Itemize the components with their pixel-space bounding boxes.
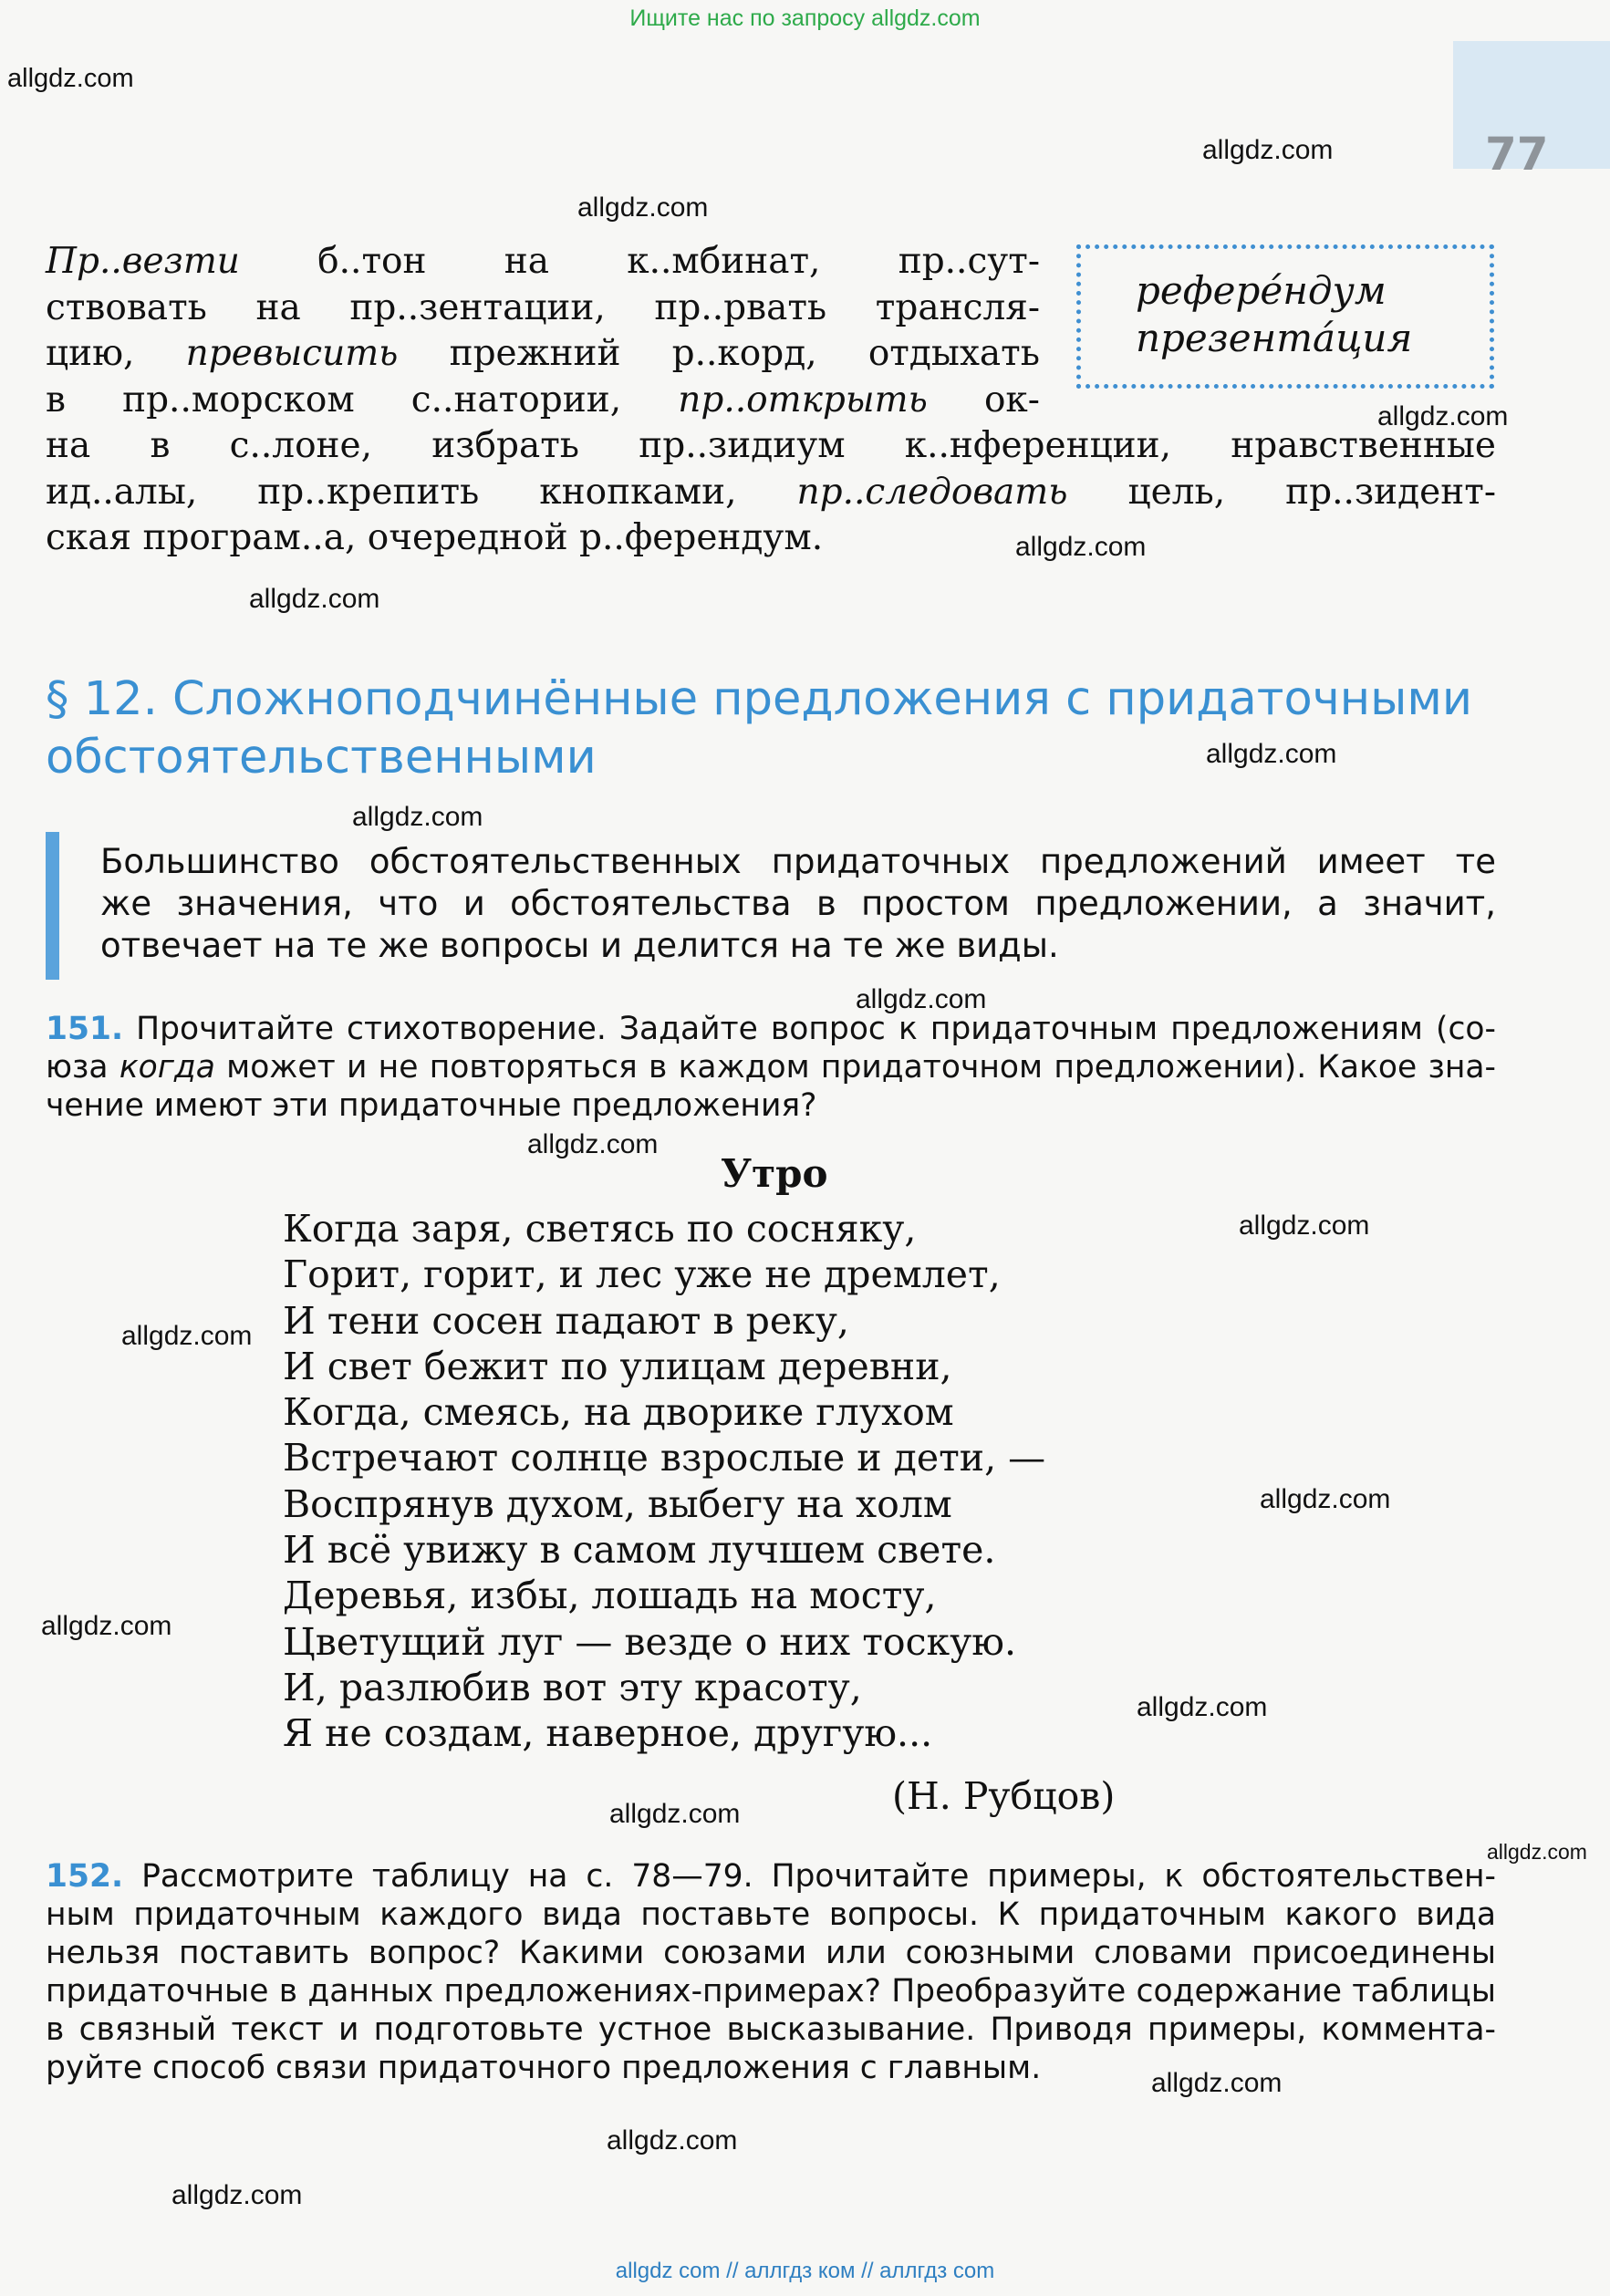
poem-line: И свет бежит по улицам деревни,: [283, 1344, 952, 1388]
dictionary-word: рефере́ндум: [1136, 268, 1387, 313]
text-run: на в с..лоне, избрать пр..зидиум к..нференции, нравственные: [46, 425, 1496, 466]
exercise-line: [46, 286, 1040, 332]
text-line: [46, 1086, 1496, 1125]
section-title: [46, 670, 1505, 787]
watermark: allgdz.com: [1206, 739, 1337, 769]
text-line: [46, 2049, 1496, 2087]
watermark: allgdz.com: [171, 2180, 303, 2210]
text-run: в пр..морском с..натории,: [46, 379, 679, 421]
rule-line: же значения, что и обстоятельства в простом предложении, а значит,: [100, 884, 1496, 923]
italic-word: пр..следовать: [796, 471, 1068, 513]
watermark: allgdz.com: [577, 192, 709, 223]
text-line: [46, 1896, 1496, 1934]
italic-word: Пр..везти: [46, 241, 240, 282]
rule-line: Большинство обстоятельственных придаточных предложений имеет те: [100, 842, 1496, 881]
watermark: allgdz.com: [609, 1799, 741, 1829]
rule-line: отвечает на те же вопросы и делится на те же виды.: [100, 926, 1059, 965]
text-run: Прочитайте стихотворение. Задайте вопрос к придаточным предложениям (со-: [123, 1011, 1496, 1047]
poem-line: Когда, смеясь, на дворике глухом: [283, 1390, 954, 1435]
watermark: allgdz.com: [41, 1611, 172, 1641]
poem-line: Цветущий луг — везде о них тоскую.: [283, 1619, 1017, 1664]
poem-line: Я не создам, наверное, другую...: [283, 1711, 933, 1756]
text-run: чение имеют эти придаточные предложения?: [46, 1087, 817, 1124]
text-run: б..тон на к..мбинат, пр..сут-: [239, 241, 1040, 282]
exercise-line: [46, 423, 1496, 470]
text-line: [46, 1048, 1496, 1086]
poem-author: (Н. Рубцов): [892, 1774, 1116, 1818]
task-number: 152.: [46, 1858, 124, 1895]
text-run: цию,: [46, 333, 186, 374]
watermark: allgdz.com: [121, 1321, 253, 1351]
task-151: [46, 1010, 1496, 1125]
poem-line: Деревья, избы, лошадь на мосту,: [283, 1574, 937, 1618]
watermark: allgdz.com: [1151, 2068, 1283, 2098]
text-line: [46, 1972, 1496, 2010]
text-run: нельзя поставить вопрос? Какими союзами или союзными словами присоединены: [46, 1935, 1496, 1971]
section-title-line: § 12. Сложноподчинённые предложения с придаточными: [46, 672, 1473, 726]
poem-line: И тени сосен падают в реку,: [283, 1298, 849, 1343]
text-run: в связный текст и подготовьте устное высказывание. Приводя примеры, коммента-: [46, 2011, 1496, 2048]
watermark: allgdz.com: [7, 64, 134, 93]
poem-line: Когда заря, светясь по сосняку,: [283, 1207, 917, 1251]
exercise-line: [46, 331, 1040, 378]
watermark: allgdz.com: [527, 1129, 659, 1159]
poem-line: Воспрянув духом, выбегу на холм: [283, 1481, 952, 1526]
watermark: allgdz.com: [1260, 1484, 1391, 1514]
watermark: allgdz.com: [1487, 1840, 1587, 1864]
bottom-banner[interactable]: allgdz com // аллгдз ком // аллгдз com: [615, 2259, 995, 2283]
exercise-line: [46, 470, 1496, 516]
text-run: придаточные в данных предложениях-примерах? Преобразуйте содержание таблицы: [46, 1973, 1496, 2010]
top-banner[interactable]: Ищите нас по запросу allgdz.com: [629, 5, 981, 31]
poem-body: [283, 1206, 1045, 1757]
italic-word: превысить: [185, 333, 399, 374]
text-run: может и не повторяться в каждом придаточном предложении). Какое зна-: [214, 1049, 1496, 1086]
text-run: прежний р..корд, отдыхать: [398, 333, 1040, 374]
text-run: ская програм..а, очередной р..ферендум.: [46, 517, 824, 558]
text-run: руйте способ связи придаточного предложения с главным.: [46, 2050, 1042, 2086]
rule-accent-bar: [46, 832, 59, 980]
task-number: 151.: [46, 1011, 124, 1047]
poem-line: И, разлюбив вот эту красоту,: [283, 1665, 862, 1709]
watermark: allgdz.com: [1137, 1692, 1268, 1722]
italic-word: пр..открыть: [678, 379, 928, 421]
text-run: Рассмотрите таблицу на с. 78—79. Прочитайте примеры, к обстоятельствен-: [123, 1858, 1496, 1895]
text-run: юза: [46, 1049, 119, 1086]
watermark: allgdz.com: [1202, 135, 1334, 165]
text-run: ствовать на пр..зентации, пр..рвать трансля-: [46, 286, 1040, 328]
watermark: allgdz.com: [1015, 532, 1147, 562]
page-number: 77: [1485, 128, 1549, 181]
text-line: [46, 2010, 1496, 2049]
poem-line: Встречают солнце взрослые и дети, —: [283, 1436, 1046, 1480]
section-title-line: обстоятельственными: [46, 731, 597, 784]
poem-line: И всё увижу в самом лучшем свете.: [283, 1528, 996, 1573]
text-run: ным придаточным каждого вида поставьте вопросы. К придаточным какого вида: [46, 1896, 1496, 1933]
text-run: ок-: [927, 379, 1040, 421]
watermark: allgdz.com: [1377, 401, 1509, 431]
exercise-line: [46, 378, 1040, 424]
watermark: allgdz.com: [1239, 1210, 1370, 1241]
watermark: allgdz.com: [856, 984, 987, 1014]
poem-line: Горит, горит, и лес уже не дремлет,: [283, 1252, 1001, 1297]
poem-title: Утро: [721, 1151, 828, 1196]
exercise-line: [46, 515, 1496, 562]
text-line: [46, 1010, 1496, 1048]
text-line: [46, 1857, 1496, 1896]
task-152: [46, 1857, 1496, 2087]
dictionary-word: презента́ция: [1136, 316, 1413, 360]
text-run: цель, пр..зидент-: [1067, 471, 1496, 513]
italic-word: когда: [119, 1049, 215, 1086]
rule-text: [100, 841, 1496, 967]
text-run: ид..алы, пр..крепить кнопками,: [46, 471, 797, 513]
watermark: allgdz.com: [249, 584, 380, 614]
exercise-line: [46, 239, 1040, 286]
text-line: [46, 1934, 1496, 1972]
watermark: allgdz.com: [352, 802, 483, 832]
watermark: allgdz.com: [607, 2125, 738, 2156]
